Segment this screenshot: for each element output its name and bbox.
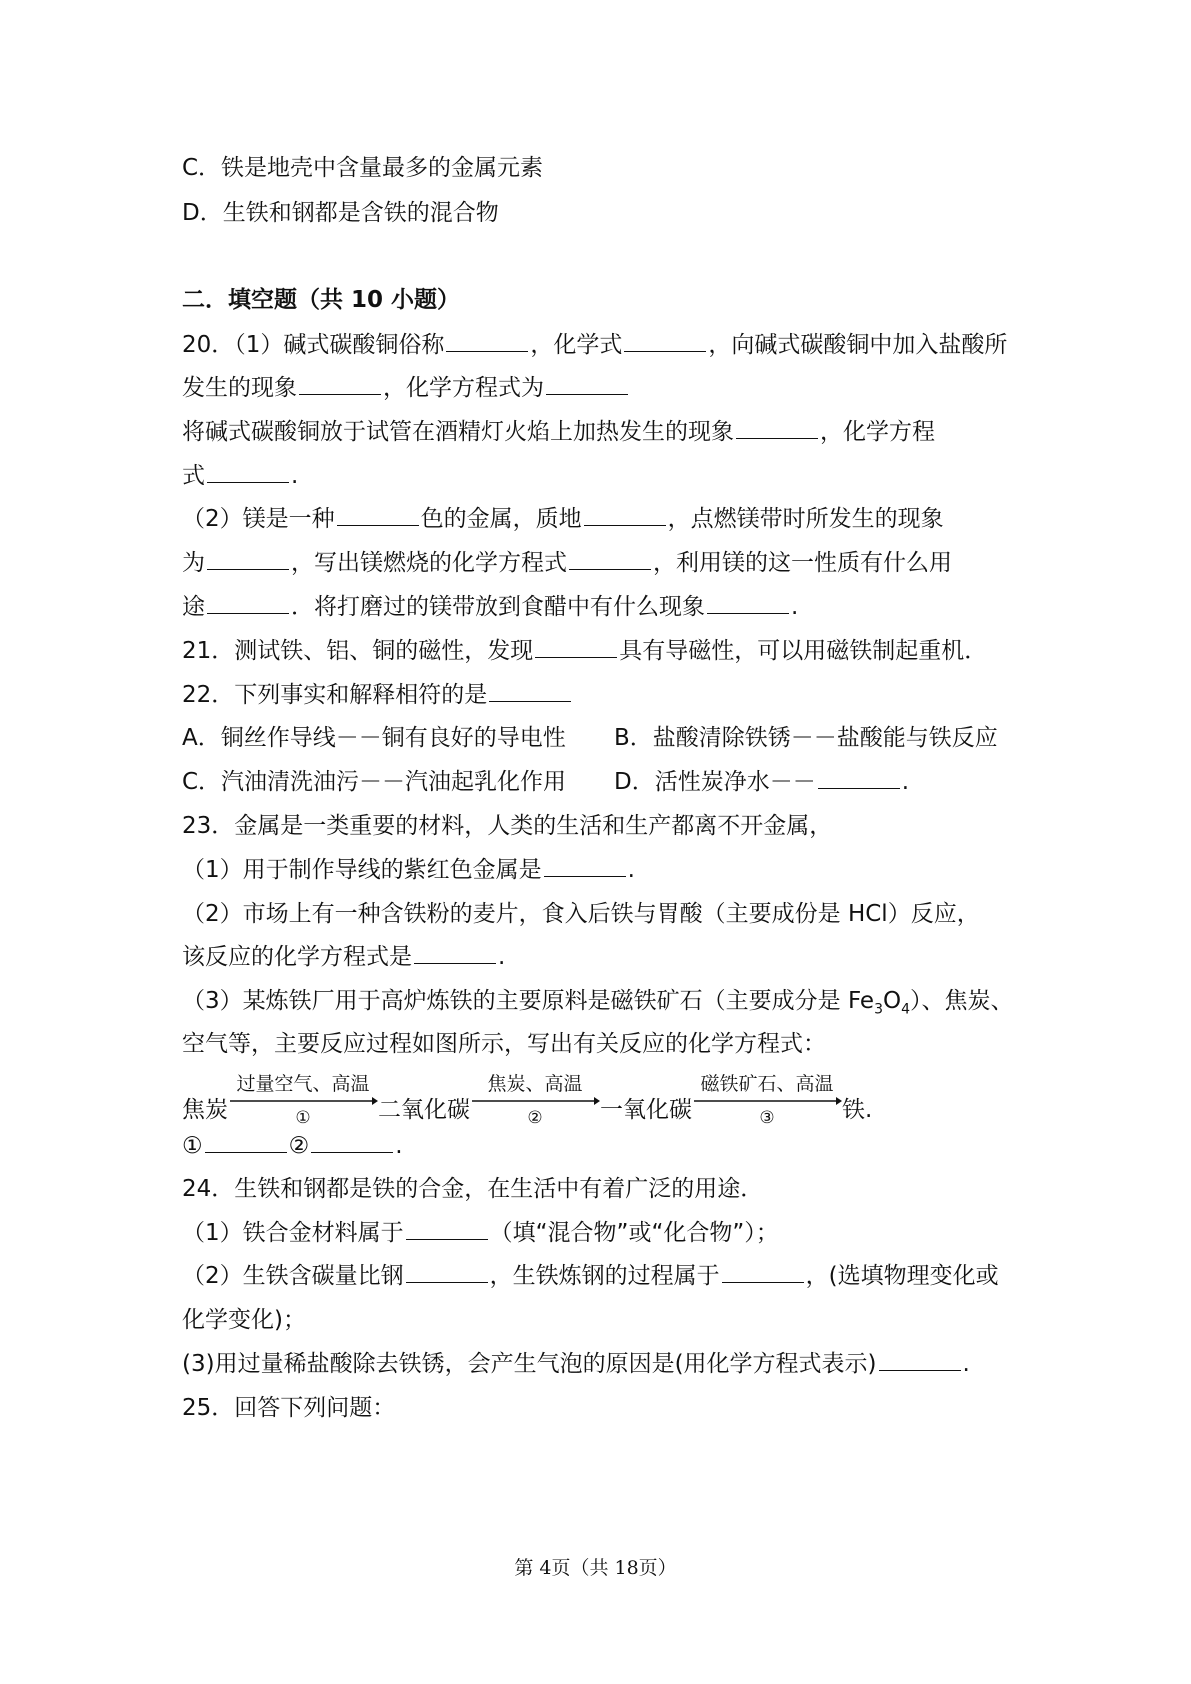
q20-line1 — [182, 330, 1022, 360]
text: ，(选填物理变化或 — [805, 1263, 999, 1289]
answer-blank — [722, 1262, 804, 1283]
answer-blank — [546, 374, 628, 395]
flow-node: 铁. — [842, 1097, 873, 1123]
answer-blank — [544, 856, 626, 877]
text: ，利用镁的这一性质有什么用 — [653, 550, 952, 576]
answer-blank — [311, 1132, 393, 1153]
answer-blank — [624, 331, 706, 352]
arrow-condition: 焦炭、高温 — [487, 1073, 583, 1095]
answer-blank — [446, 331, 528, 352]
option-d — [182, 198, 1022, 228]
text: （2）镁是一种 — [182, 506, 335, 532]
option-c-text: C．汽油清洗油污－－汽油起乳化作用 — [182, 769, 567, 795]
text: . — [791, 594, 799, 620]
answer-blank — [299, 374, 381, 395]
q23-3-line2 — [182, 1029, 1022, 1059]
answer-blank — [406, 1219, 488, 1240]
option-c-text: C．铁是地壳中含量最多的金属元素 — [182, 155, 544, 181]
text: 24．生铁和钢都是铁的合金，在生活中有着广泛的用途． — [182, 1176, 764, 1202]
text: 该反应的化学方程式是 — [182, 944, 412, 970]
text: ，化学式 — [530, 332, 623, 358]
option-d-text: D．活性炭净水－－ — [614, 769, 816, 795]
text: O — [883, 988, 902, 1014]
option-a-text: A．铜丝作导线－－铜有良好的导电性 — [182, 725, 566, 751]
q24-3 — [182, 1349, 1022, 1379]
section-heading — [182, 285, 1022, 315]
answer-blank — [569, 549, 651, 570]
text: 23．金属是一类重要的材料，人类的生活和生产都离不开金属， — [182, 813, 833, 839]
option-d-text: D．生铁和钢都是含铁的混合物 — [182, 200, 499, 226]
arrow-condition: 磁铁矿石、高温 — [700, 1073, 834, 1095]
subscript: 3 — [874, 1001, 883, 1018]
text: . — [962, 1351, 970, 1377]
text: ，化学方程式为 — [383, 375, 544, 401]
q24-2-line1 — [182, 1261, 1022, 1291]
answer-blank — [707, 593, 789, 614]
text: 具有导磁性，可以用磁铁制起重机． — [619, 638, 988, 664]
q23-1 — [182, 855, 1022, 885]
text: (3)用过量稀盐酸除去铁锈，会产生气泡的原因是(用化学方程式表示) — [182, 1351, 877, 1377]
text: ．将打磨过的镁带放到食醋中有什么现象 — [291, 594, 705, 620]
answer-blank — [207, 593, 289, 614]
text: ，向碱式碳酸铜中加入盐酸所 — [708, 332, 1008, 358]
text: 为 — [182, 550, 205, 576]
text: 将碱式碳酸铜放于试管在酒精灯火焰上加热发生的现象 — [182, 419, 734, 445]
answer-blank — [736, 418, 818, 439]
reaction-arrow-1 — [228, 1073, 378, 1128]
arrow-condition: 过量空气、高温 — [236, 1073, 370, 1095]
q24 — [182, 1174, 1022, 1204]
q24-2-line2 — [182, 1305, 1022, 1335]
q21 — [182, 636, 1022, 666]
q20-2-line3 — [182, 592, 1022, 622]
answer-blank — [489, 681, 571, 702]
text: （填“混合物”或“化合物”）； — [489, 1220, 779, 1246]
answer-blank — [207, 462, 289, 483]
text: ，点燃镁带时所发生的现象 — [667, 506, 944, 532]
text: （2）生铁含碳量比钢 — [182, 1263, 404, 1289]
text: 色的金属，质地 — [420, 506, 582, 532]
answer-blank — [337, 505, 419, 526]
arrow-step: ① — [295, 1108, 311, 1128]
text: . — [395, 1133, 403, 1159]
text: . — [901, 769, 910, 795]
answer-blank — [414, 943, 496, 964]
page-footer: 第 4页（共 18页） — [514, 1557, 677, 1579]
q20-line4 — [182, 461, 1022, 491]
text: ）、焦炭、 — [910, 988, 1014, 1014]
text: （3）某炼铁厂用于高炉炼铁的主要原料是磁铁矿石（主要成分是 Fe — [182, 988, 875, 1014]
text: 式 — [182, 463, 205, 489]
q24-1 — [182, 1218, 1022, 1248]
answer-blank — [584, 505, 666, 526]
q23-2-line2 — [182, 942, 1022, 972]
flow-node: 二氧化碳 — [378, 1097, 470, 1123]
q20-2-line1 — [182, 504, 1022, 534]
text: . — [627, 857, 635, 883]
text: ，写出镁燃烧的化学方程式 — [291, 550, 567, 576]
q20-line3 — [182, 417, 1022, 447]
text: . — [291, 463, 299, 489]
text: 25．回答下列问题： — [182, 1395, 396, 1421]
text: ② — [288, 1133, 310, 1159]
text: . — [498, 944, 506, 970]
answer-blank — [818, 768, 900, 789]
text: 发生的现象 — [182, 375, 297, 401]
text: 空气等，主要反应过程如图所示，写出有关反应的化学方程式： — [182, 1031, 826, 1057]
text: 化学变化)； — [182, 1307, 306, 1333]
q23-2-line1 — [182, 899, 1022, 929]
q23-3-line1 — [182, 986, 1022, 1025]
q23 — [182, 811, 1022, 841]
option-d — [614, 767, 909, 797]
arrow-step: ② — [527, 1108, 543, 1128]
q22-options-ab — [182, 723, 1022, 753]
text: 22．下列事实和解释相符的是 — [182, 682, 488, 708]
text: ，化学方程 — [820, 419, 935, 445]
reaction-arrow-3 — [692, 1073, 842, 1128]
flow-node: 焦炭 — [182, 1097, 228, 1123]
text: 途 — [182, 594, 205, 620]
q25 — [182, 1393, 1022, 1423]
answer-blank — [535, 637, 617, 658]
q22-options-cd — [182, 767, 1022, 797]
text: （2）市场上有一种含铁粉的麦片，食入后铁与胃酸（主要成份是 HCl）反应， — [182, 901, 980, 927]
subscript: 4 — [901, 1001, 911, 1018]
text: 21．测试铁、铝、铜的磁性，发现 — [182, 638, 534, 664]
reaction-flow — [182, 1073, 1022, 1128]
answer-blank — [879, 1350, 961, 1371]
text: 20．（1）碱式碳酸铜俗称 — [182, 332, 445, 358]
text: （1）用于制作导线的紫红色金属是 — [182, 857, 542, 883]
reaction-arrow-2 — [470, 1073, 600, 1128]
q20-2-line2 — [182, 548, 1022, 578]
q22 — [182, 680, 1022, 710]
q20-line2 — [182, 373, 1022, 403]
option-c — [182, 153, 1022, 183]
text: （1）铁合金材料属于 — [182, 1220, 404, 1246]
q23-answers — [182, 1131, 1022, 1161]
text: ，生铁炼钢的过程属于 — [489, 1263, 720, 1289]
section-heading-text: 二．填空题（共 10 小题） — [182, 287, 461, 313]
arrow-step: ③ — [759, 1108, 775, 1128]
answer-blank — [205, 1132, 287, 1153]
text: ① — [182, 1133, 203, 1159]
answer-blank — [207, 549, 289, 570]
flow-node: 一氧化碳 — [600, 1097, 692, 1123]
option-b-text: B．盐酸清除铁锈－－盐酸能与铁反应 — [614, 725, 998, 751]
answer-blank — [406, 1262, 488, 1283]
